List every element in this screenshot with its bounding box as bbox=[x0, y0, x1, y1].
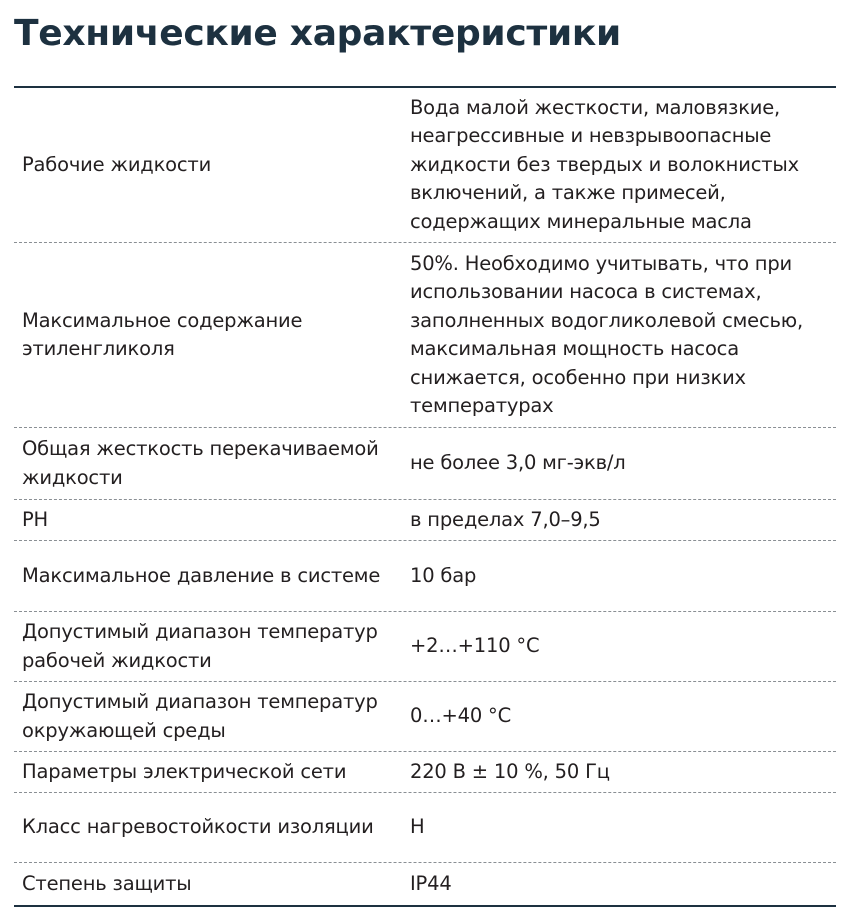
spec-row-ethylene-glycol bbox=[14, 243, 836, 428]
spec-row-water-hardness bbox=[14, 428, 836, 500]
spec-label: Максимальное давление в системе bbox=[22, 563, 381, 587]
spec-value: 10 бар bbox=[410, 563, 477, 587]
spec-label: Общая жесткость перекачиваемой жидкости bbox=[22, 437, 379, 489]
spec-value: +2…+110 °C bbox=[410, 634, 540, 658]
spec-row-ambient-temperature bbox=[14, 682, 836, 752]
page-title: Технические характеристики bbox=[14, 13, 621, 54]
spec-label: Степень защиты bbox=[22, 871, 192, 895]
spec-label: Допустимый диапазон температур окружающей среды bbox=[22, 690, 378, 742]
spec-value: IP44 bbox=[410, 871, 452, 895]
spec-value: в пределах 7,0–9,5 bbox=[410, 507, 601, 531]
spec-label: Максимальное содержание этиленгликоля bbox=[22, 308, 303, 360]
spec-row-working-fluids bbox=[14, 88, 836, 243]
spec-label: PH bbox=[22, 507, 49, 531]
spec-row-max-pressure bbox=[14, 541, 836, 612]
spec-label: Допустимый диапазон температур рабочей жидкости bbox=[22, 620, 378, 672]
spec-row-power-supply bbox=[14, 752, 836, 793]
spec-value: 50%. Необходимо учитывать, что при использовании насоса в системах, заполненных водогликолевой смесью, максимальная мощность насоса снижается, особенно при низких температурах bbox=[410, 251, 803, 417]
spec-row-protection-rating bbox=[14, 863, 836, 907]
spec-value: H bbox=[410, 815, 425, 839]
spec-value: 220 В ± 10 %, 50 Гц bbox=[410, 759, 610, 783]
spec-label: Класс нагревостойкости изоляции bbox=[22, 815, 374, 839]
spec-value: не более 3,0 мг-экв/л bbox=[410, 451, 626, 475]
spec-row-fluid-temperature bbox=[14, 612, 836, 682]
spec-value: Вода малой жесткости, маловязкие, неагрессивные и невзрывоопасные жидкости без твердых и волокнистых включений, а также примесей, содержащих минеральные масла bbox=[410, 95, 799, 233]
spec-label: Рабочие жидкости bbox=[22, 152, 212, 176]
spec-label: Параметры электрической сети bbox=[22, 759, 347, 783]
spec-value: 0…+40 °C bbox=[410, 704, 512, 728]
spec-row-insulation-class bbox=[14, 793, 836, 863]
spec-row-ph bbox=[14, 500, 836, 541]
specs-table bbox=[14, 88, 836, 907]
